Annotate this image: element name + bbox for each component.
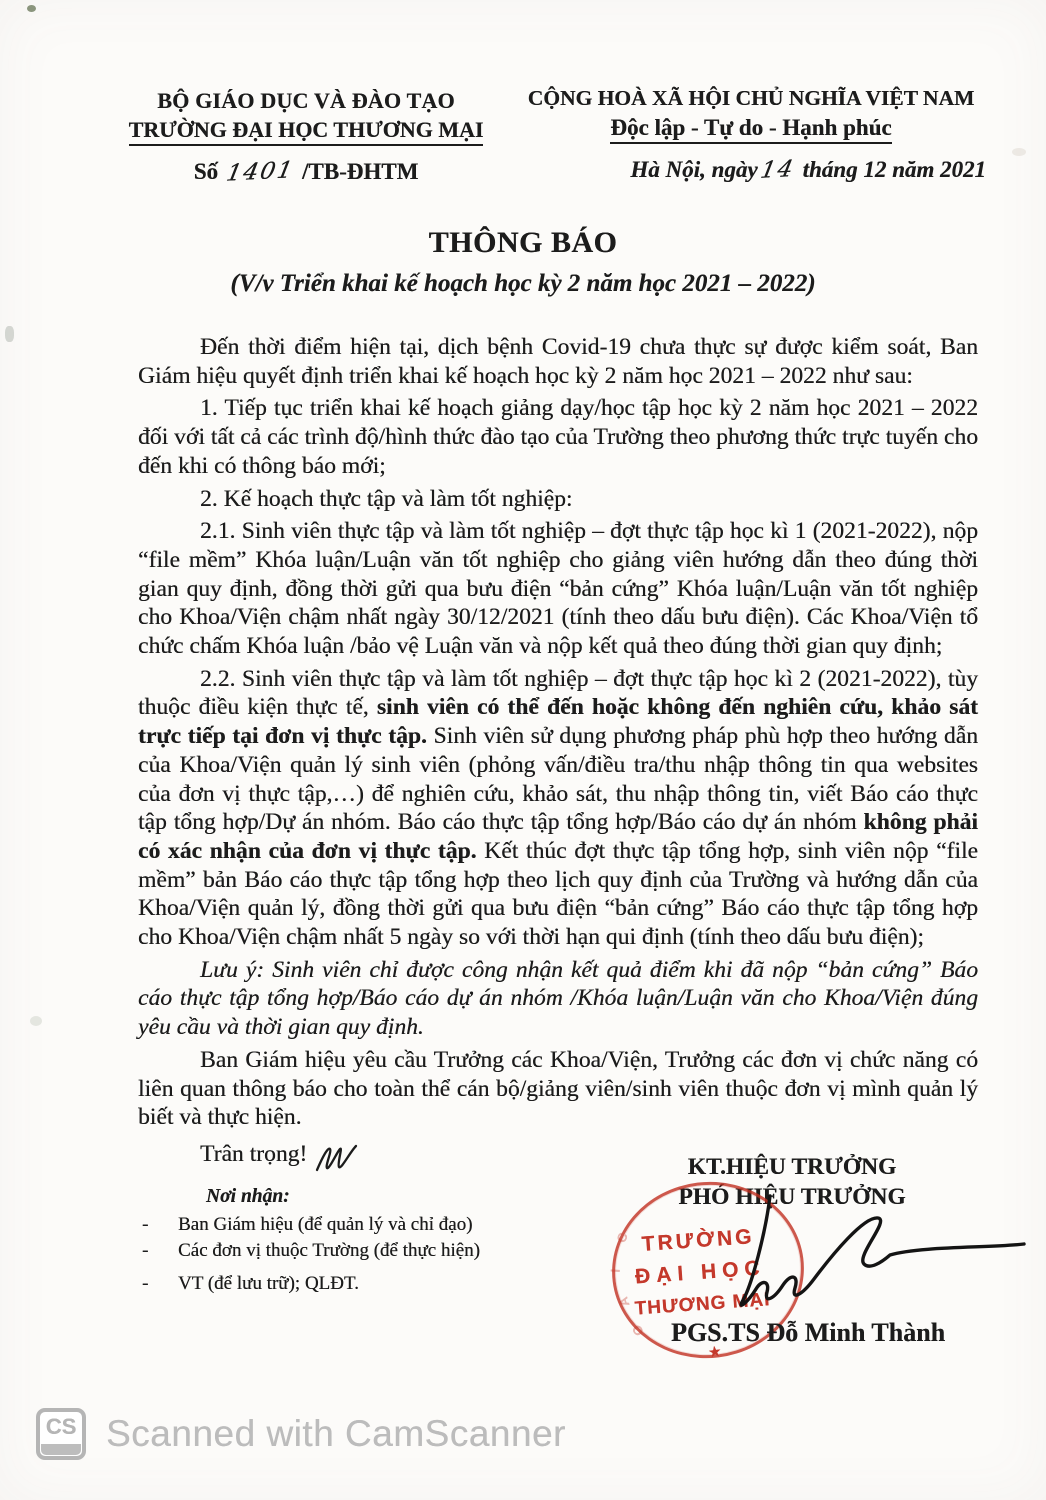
text-segment-bold: không phải có xác nhận của đơn vị thực tập.: [138, 809, 978, 864]
handwritten-initial-scribble: [313, 1143, 359, 1173]
paragraph-note: [138, 956, 978, 1042]
scan-artifact: [1012, 148, 1026, 156]
text-segment: Đến thời điểm hiện tại, dịch bệnh Covid-19 chưa thực sự được kiểm soát, Ban Giám hiệu quyết định triển khai kế hoạch học kỳ 2 năm học 2021 – 2022 như sau:: [138, 334, 978, 389]
deputy-title: PHÓ HIỆU TRƯỞNG: [678, 1184, 906, 1210]
text-segment: Sinh viên sử dụng phương pháp phù hợp theo hướng dẫn của Khoa/Viện quản lý sinh viên (phỏng vấn/điều tra/thu nhập thông tin qua websites của đơn vị thực tập,…) để nghiên cứu, khảo sát, thu nhập thông tin, viết Báo cáo thực tập tổng hợp/Dự án nhóm. Báo cáo thực tập tổng hợp/Báo cáo dự án nhóm: [138, 723, 978, 836]
handwritten-document-number: 1401: [223, 157, 297, 187]
text-segment: 1. Tiếp tục triển khai kế hoạch giảng dạy/học tập học kỳ 2 năm học 2021 – 2022 đối với tất cả các trình độ/hình thức đào tạo của Trường theo phương thức trực tuyến cho đến khi có thông báo mới;: [138, 395, 978, 479]
handwritten-day: 14: [757, 156, 797, 184]
document-body: [138, 333, 978, 1169]
recipient-item: - Ban Giám hiệu (để quản lý và chỉ đạo): [130, 1212, 530, 1238]
scan-artifact: [30, 1016, 42, 1026]
text-segment: Kết thúc đợt thực tập tổng hợp, sinh viên nộp “file mềm” bản Báo cáo thực tập tổng hợp theo lịch quy định của Trường và hướng dẫn của Khoa/Viện quản lý, đồng thời gửi qua bưu điện “bản cứng” Báo cáo thực tập tổng hợp cho Khoa/Viện chậm nhất 5 ngày so với thời hạn qui định (tính theo dấu bưu điện);: [138, 837, 978, 951]
closing-text: Trân trọng!: [200, 1140, 308, 1167]
acting-title: KT.HIỆU TRƯỞNG: [687, 1154, 897, 1180]
paragraph-2-2: [138, 665, 978, 952]
document-subtitle: (V/v Triển khai kế hoạch học kỳ 2 năm học 2021 – 2022): [230, 270, 816, 297]
document-title: THÔNG BÁO: [428, 226, 618, 259]
recipients-heading: Nơi nhận:: [206, 1186, 290, 1207]
stamp-star-icon: ★: [707, 1344, 723, 1362]
camscanner-watermark: [36, 1408, 566, 1460]
number-prefix: Số: [193, 159, 218, 184]
text-segment-bold: sinh viên có thể đến hoặc không đến nghiên cứu, khảo sát trực tiếp tại đơn vị thực tập.: [138, 694, 978, 750]
paragraph-2-1: [138, 517, 978, 661]
text-segment: Lưu ý: Sinh viên chỉ được công nhận kết quả điểm khi đã nộp “bản cứng” Báo cáo thực tập tổng hợp/Báo cáo dự án nhóm /Khóa luận/Luận văn cho Khoa/Viện đúng yêu cầu và thời gian quy định.: [138, 956, 978, 1041]
issue-date: Hà Nội, ngày14 tháng 12 năm 2021: [630, 156, 986, 184]
scan-artifact: [27, 5, 36, 12]
camscanner-logo-icon: [36, 1408, 86, 1460]
university-name: TRƯỜNG ĐẠI HỌC THƯƠNG MẠI: [128, 117, 484, 143]
paragraph-item-2: [138, 485, 978, 514]
text-segment: 2.2. Sinh viên thực tập và làm tốt nghiệp – đợt thực tập học kì 2 (2021-2022), tùy thuộc điều kiện thực tế,: [138, 665, 978, 721]
national-motto-block: [512, 86, 990, 183]
text-segment: 2. Kế hoạch thực tập và làm tốt nghiệp:: [200, 485, 573, 512]
text-segment: 2.1. Sinh viên thực tập và làm tốt nghiệp – đợt thực tập học kì 1 (2021-2022), nộp “file mềm” Khóa luận/Luận văn tốt nghiệp cho giảng viên hướng dẫn theo đúng thời gian quy định, đồng thời gửi qua bưu điện “bản cứng” Khóa luận/Luận văn tốt nghiệp cho Khoa/Viện chậm nhất ngày 30/12/2021 (tính theo dấu bưu điện). Các Khoa/Viện tổ chức chấm Khóa luận /bảo vệ Luận văn và nộp kết quả theo đúng thời gian quy định;: [138, 518, 978, 660]
paragraph-item-1: [138, 394, 978, 480]
paragraph-intro: [138, 333, 978, 390]
stamp-text: TRƯỜNG ĐẠI HỌC THƯƠNG MẠI: [633, 1225, 771, 1320]
camscanner-label: Scanned with CamScanner: [106, 1413, 566, 1454]
scan-artifact: [5, 326, 14, 342]
text-segment: Ban Giám hiệu yêu cầu Trưởng các Khoa/Viện, Trưởng các đơn vị chức năng có liên quan thông báo cho toàn thể cán bộ/giảng viên/sinh viên thuộc đơn vị mình quản lý biết và thực hiện.: [138, 1046, 978, 1131]
recipient-item: - Các đơn vị thuộc Trường (để thực hiện): [130, 1238, 530, 1264]
recipients-block: [130, 1186, 530, 1297]
national-motto: Độc lập - Tự do - Hạnh phúc: [512, 115, 990, 141]
issuing-authority-block: [128, 88, 484, 185]
document-number: [128, 159, 484, 185]
signature-scribble: [618, 1188, 1028, 1333]
number-suffix: /TB-ĐHTM: [302, 159, 419, 184]
camscanner-logo-text: CS: [45, 1414, 77, 1439]
national-title: CỘNG HOÀ XÃ HỘI CHỦ NGHĨA VIỆT NAM: [527, 86, 975, 110]
recipient-item: - VT (để lưu trữ); QLĐT.: [130, 1271, 530, 1297]
camscanner-logo-base: [41, 1444, 81, 1455]
ministry-name: BỘ GIÁO DỤC VÀ ĐÀO TẠO: [157, 88, 455, 113]
signer-name: PGS.TS Đỗ Minh Thành: [670, 1318, 946, 1347]
university-red-stamp: C I A O TRƯỜNG ĐẠI HỌC THƯƠNG MẠI ★: [602, 1171, 814, 1369]
paragraph-final: [138, 1046, 978, 1132]
